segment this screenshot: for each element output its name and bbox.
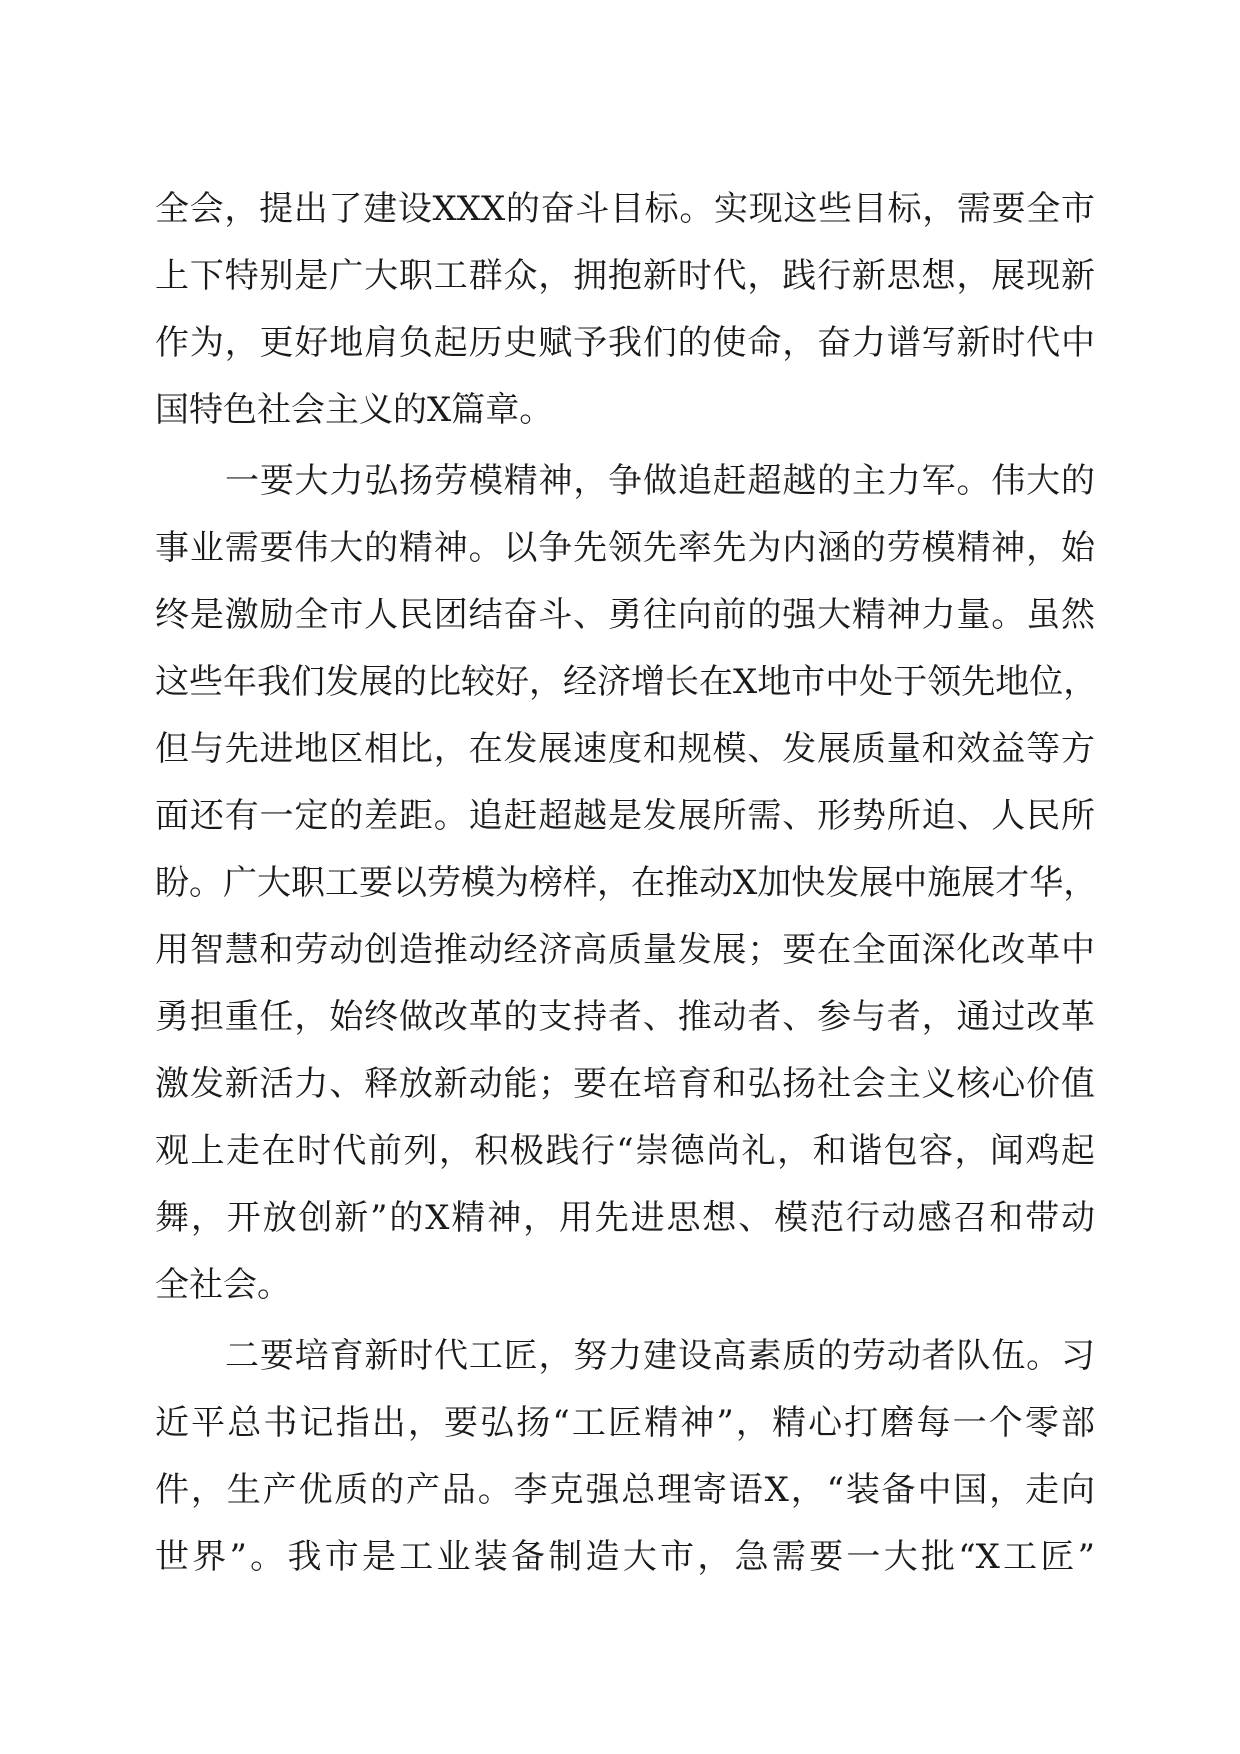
text-line: 作为，更好地肩负起历史赋予我们的使命，奋力谱写新时代中 <box>155 323 1095 363</box>
text-line: 一要大力弘扬劳模精神，争做追赶超越的主力军。伟大的 <box>225 461 1095 501</box>
paragraph <box>155 1323 1095 1591</box>
text-line: 世界”。我市是工业装备制造大市，急需要一大批“X工匠” <box>155 1537 1095 1577</box>
text-line: 国特色社会主义的X篇章。 <box>155 390 554 430</box>
text-line: 上下特别是广大职工群众，拥抱新时代，践行新思想，展现新 <box>155 256 1095 296</box>
text-line: 事业需要伟大的精神。以争先领先率先为内涵的劳模精神，始 <box>155 528 1095 568</box>
text-line: 件，生产优质的产品。李克强总理寄语X，“装备中国，走向 <box>155 1470 1095 1510</box>
paragraph <box>155 176 1095 444</box>
text-line: 二要培育新时代工匠，努力建设高素质的劳动者队伍。习 <box>225 1336 1095 1376</box>
text-line: 近平总书记指出，要弘扬“工匠精神”，精心打磨每一个零部 <box>155 1403 1095 1443</box>
text-line: 勇担重任，始终做改革的支持者、推动者、参与者，通过改革 <box>155 997 1095 1037</box>
text-line: 全社会。 <box>155 1265 291 1305</box>
text-line: 用智慧和劳动创造推动经济高质量发展；要在全面深化改革中 <box>155 930 1095 970</box>
text-line: 舞，开放创新”的X精神，用先进思想、模范行动感召和带动 <box>155 1198 1095 1238</box>
paragraph <box>155 448 1098 1319</box>
text-line: 全会，提出了建设XXX的奋斗目标。实现这些目标，需要全市 <box>155 189 1095 229</box>
text-line: 激发新活力、释放新动能；要在培育和弘扬社会主义核心价值 <box>155 1064 1095 1104</box>
text-line: 这些年我们发展的比较好，经济增长在X地市中处于领先地位， <box>155 662 1098 702</box>
text-line: 盼。广大职工要以劳模为榜样，在推动X加快发展中施展才华， <box>155 863 1098 903</box>
text-line: 观上走在时代前列，积极践行“崇德尚礼，和谐包容，闻鸡起 <box>155 1131 1095 1171</box>
text-line: 面还有一定的差距。追赶超越是发展所需、形势所迫、人民所 <box>155 796 1095 836</box>
text-line: 但与先进地区相比，在发展速度和规模、发展质量和效益等方 <box>155 729 1095 769</box>
body-text <box>155 176 1098 1591</box>
text-line: 终是激励全市人民团结奋斗、勇往向前的强大精神力量。虽然 <box>155 595 1095 635</box>
